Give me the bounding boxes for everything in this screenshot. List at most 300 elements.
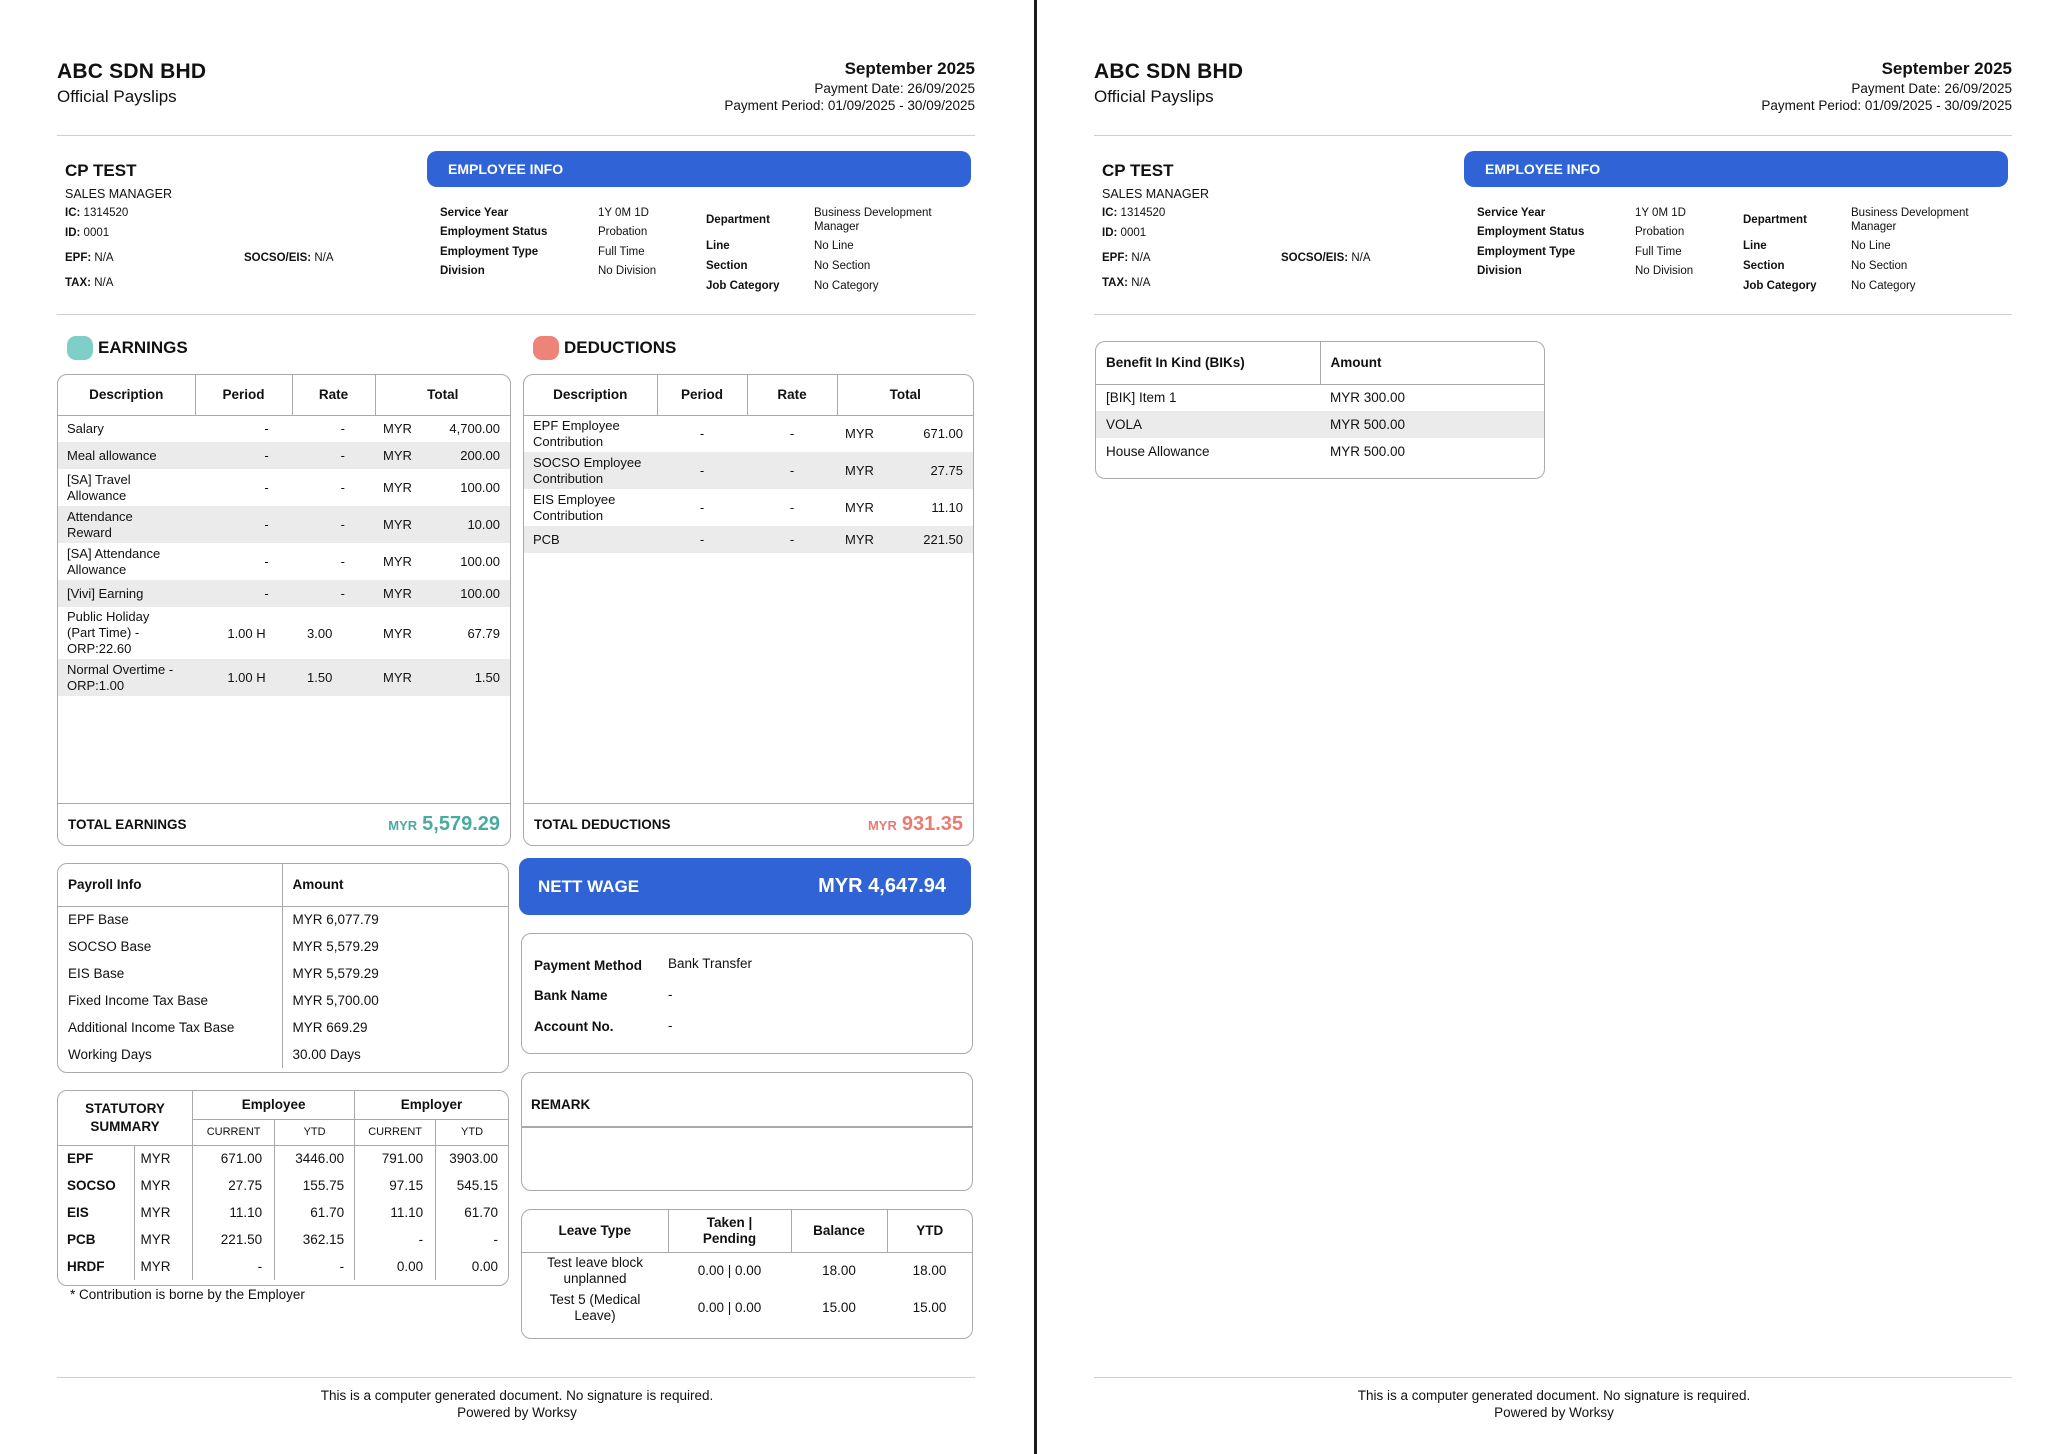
tax-label: TAX: (65, 277, 91, 289)
earnings-period: - (264, 421, 269, 437)
earnings-color-dot (67, 336, 93, 360)
employee-ytd-header: YTD (275, 1119, 355, 1145)
employee-socso-p2 (1281, 252, 1370, 264)
department-label: Department (706, 214, 770, 226)
deductions-description-line-1: PCB (533, 531, 560, 547)
employer-ytd-value: 545.15 (456, 1178, 498, 1193)
leave-col-type: Leave Type (522, 1210, 668, 1252)
footer-divider (57, 1377, 975, 1378)
earnings-total-bar (58, 803, 510, 845)
earnings-amount: 100.00 (460, 554, 500, 569)
payment-method-label: Payment Method (534, 958, 643, 973)
payroll-info-value: MYR 5,700.00 (292, 993, 379, 1008)
ic-label: IC: (65, 207, 81, 219)
employee-name: CP TEST (65, 161, 137, 180)
info-divider-p2 (1094, 314, 2012, 315)
statutory-title-line-1: STATUTORY (85, 1100, 165, 1116)
payroll-info-value: MYR 5,579.29 (292, 939, 379, 954)
deductions-rate: - (789, 500, 795, 515)
deductions-table-box (523, 374, 974, 846)
payment-period: Payment Period: 01/09/2025 - 30/09/2025 (724, 98, 975, 113)
earnings-row (58, 659, 510, 696)
employee-epf-p2 (1102, 252, 1151, 264)
statutory-name: PCB (58, 1226, 134, 1253)
epf-value-p2: N/A (1131, 252, 1151, 264)
earnings-rate: - (340, 421, 345, 437)
earnings-amount: 100.00 (460, 480, 500, 495)
earnings-rate: - (340, 554, 345, 569)
leave-ytd: 18.00 (912, 1262, 947, 1278)
leave-type (522, 1252, 668, 1289)
statutory-title (58, 1091, 193, 1145)
employer-current-value: 11.10 (355, 1199, 436, 1226)
employment-type-label-p2: Employment Type (1477, 246, 1576, 258)
company-name-p2: ABC SDN BHD (1094, 60, 1244, 83)
earnings-currency: MYR (383, 670, 412, 685)
socso-label-p2: SOCSO/EIS: (1281, 252, 1349, 264)
earnings-row (58, 442, 510, 469)
employee-name-p2: CP TEST (1102, 161, 1174, 180)
deductions-description (524, 415, 657, 452)
employment-status-label-p2: Employment Status (1477, 226, 1585, 238)
deductions-description (524, 452, 657, 489)
earnings-amount: 10.00 (467, 517, 500, 532)
tax-label-p2: TAX: (1102, 277, 1128, 289)
leave-taken-pending: 0.00 | 0.00 (697, 1299, 762, 1315)
header-right-p2 (1761, 59, 2012, 113)
earnings-description (58, 469, 195, 506)
payroll-info-value: MYR 669.29 (292, 1020, 368, 1035)
payroll-info-row (58, 1014, 508, 1041)
service-year-value: 1Y 0M 1D (598, 207, 649, 219)
payroll-info-label: EIS Base (58, 960, 282, 987)
ic-value: 1314520 (83, 207, 129, 219)
employer-ytd-value: 0.00 (471, 1259, 498, 1274)
job-category-value-p2: No Category (1851, 280, 1916, 292)
socso-label: SOCSO/EIS: (244, 252, 312, 264)
employer-current-header: CURRENT (355, 1119, 436, 1145)
employment-status-label: Employment Status (440, 226, 548, 238)
earnings-description-line-1: [SA] Travel (67, 471, 131, 487)
earnings-col-total: Total (375, 375, 510, 415)
payslip-month-p2: September 2025 (1881, 59, 2012, 78)
line-label: Line (706, 240, 730, 252)
earnings-col-period: Period (195, 375, 292, 415)
deductions-total (837, 526, 973, 553)
payroll-info-value: MYR 6,077.79 (292, 912, 379, 928)
deductions-amount: 11.10 (931, 500, 963, 515)
payment-method-value: Bank Transfer (668, 956, 753, 971)
deductions-currency: MYR (845, 532, 874, 547)
deductions-rate: - (747, 526, 837, 553)
statutory-currency: MYR (134, 1172, 193, 1199)
deductions-row (524, 415, 973, 452)
bik-value: MYR 500.00 (1330, 444, 1406, 459)
payment-date: Payment Date: 26/09/2025 (814, 81, 975, 96)
earnings-amount: 4,700.00 (449, 421, 500, 437)
employee-current-value: 11.10 (193, 1199, 275, 1226)
department-line-1-p2: Business Development (1851, 207, 1969, 219)
bik-box (1095, 341, 1545, 479)
earnings-rate: - (292, 580, 375, 607)
employment-type-value-p2: Full Time (1635, 246, 1682, 258)
department-line-2: Manager (814, 221, 860, 233)
total-earnings-currency: MYR (388, 818, 418, 833)
employer-current-value: 97.15 (355, 1172, 436, 1199)
earnings-description-line-1: Normal Overtime - (67, 661, 174, 677)
earnings-heading (67, 336, 188, 360)
leave-col-ytd: YTD (887, 1210, 972, 1252)
employee-position: SALES MANAGER (65, 187, 172, 201)
bik-value: MYR 300.00 (1330, 390, 1406, 406)
earnings-rate: - (292, 506, 375, 543)
deductions-total (837, 489, 973, 526)
company-name: ABC SDN BHD (57, 60, 207, 83)
bik-label: House Allowance (1106, 444, 1210, 459)
ic-label-p2: IC: (1102, 207, 1118, 219)
earnings-description-line-2: ORP:1.00 (67, 677, 125, 693)
deductions-total (837, 415, 973, 452)
deductions-total (837, 452, 973, 489)
statutory-currency: MYR (134, 1226, 193, 1253)
deductions-col-description: Description (524, 375, 657, 415)
deductions-currency: MYR (845, 463, 874, 478)
earnings-description (58, 415, 195, 442)
bank-name-value: - (668, 987, 673, 1002)
job-category-value: No Category (814, 280, 879, 292)
deductions-total-bar (524, 803, 973, 845)
leave-table (522, 1210, 972, 1326)
statutory-name: SOCSO (58, 1172, 134, 1199)
leave-balance: 18.00 (822, 1262, 856, 1278)
employee-current-header: CURRENT (193, 1119, 275, 1145)
payslip-page-2 (1037, 0, 2060, 1454)
deductions-col-period: Period (657, 375, 747, 415)
section-value-p2: No Section (1851, 260, 1908, 272)
header-left-p2 (1094, 60, 1243, 107)
payroll-info-label: Additional Income Tax Base (58, 1014, 282, 1041)
footer-line-1: This is a computer generated document. No signature is required. (320, 1388, 714, 1403)
earnings-col-rate: Rate (292, 375, 375, 415)
payroll-info-row (58, 906, 508, 933)
employee-ytd-value: 3446.00 (275, 1145, 355, 1172)
payroll-info-label: SOCSO Base (58, 933, 282, 960)
earnings-table-box (57, 374, 511, 846)
earnings-currency: MYR (383, 625, 412, 641)
header-divider-p2 (1094, 135, 2012, 136)
deductions-currency: MYR (845, 500, 874, 515)
leave-box (521, 1209, 973, 1339)
deductions-description-line-2: Contribution (533, 507, 604, 523)
earnings-description-line-1: Attendance (67, 508, 133, 524)
statutory-currency: MYR (134, 1199, 193, 1226)
payroll-info-label: Working Days (58, 1041, 282, 1068)
earnings-description-line-3: ORP:22.60 (67, 641, 132, 656)
bik-table (1096, 342, 1544, 465)
section-label-p2: Section (1743, 260, 1785, 272)
deductions-description (524, 526, 657, 553)
remark-box (521, 1072, 973, 1191)
statutory-summary-box (57, 1090, 509, 1286)
leave-ytd: 15.00 (912, 1299, 947, 1315)
earnings-period: - (195, 442, 292, 469)
leave-row (522, 1289, 972, 1326)
deductions-heading (533, 336, 676, 360)
bik-label: VOLA (1106, 417, 1143, 432)
leave-taken-pending: 0.00 | 0.00 (697, 1262, 762, 1278)
account-no-value: - (668, 1018, 673, 1033)
leave-type-line-2: unplanned (563, 1270, 627, 1286)
earnings-total (375, 607, 510, 659)
nett-wage-label: NETT WAGE (538, 876, 640, 896)
payroll-info-row (58, 933, 508, 960)
statutory-name: EIS (58, 1199, 134, 1226)
employee-current-value: 27.75 (193, 1172, 275, 1199)
statutory-table (58, 1091, 508, 1280)
department-line-2-p2: Manager (1851, 221, 1897, 233)
total-deductions-label: TOTAL DEDUCTIONS (534, 817, 671, 832)
footer (0, 1387, 1034, 1421)
payroll-info-value: MYR 5,579.29 (292, 966, 379, 981)
employee-ytd-value: 362.15 (275, 1226, 355, 1253)
earnings-description-line-1: Meal allowance (67, 447, 157, 463)
bik-col-label: Benefit In Kind (BIKs) (1096, 342, 1320, 384)
payment-date-p2: Payment Date: 26/09/2025 (1851, 81, 2012, 96)
id-label: ID: (65, 227, 81, 239)
employer-ytd-value: 61.70 (464, 1205, 498, 1220)
statutory-employee-header: Employee (193, 1091, 355, 1119)
footer-divider-p2 (1094, 1377, 2012, 1378)
epf-label-p2: EPF: (1102, 252, 1129, 264)
deductions-row (524, 489, 973, 526)
nett-wage-banner (519, 858, 971, 915)
socso-value: N/A (314, 252, 334, 264)
earnings-rate: - (340, 480, 345, 495)
info-divider (57, 314, 975, 315)
statutory-row (58, 1145, 508, 1172)
department-label-p2: Department (1743, 214, 1807, 226)
remark-divider (522, 1126, 972, 1128)
earnings-description-line-1: Public Holiday (67, 609, 150, 624)
deductions-amount: 27.75 (930, 463, 963, 478)
bik-value: MYR 500.00 (1330, 417, 1406, 432)
leave-col-taken-line-1: Taken | (706, 1214, 753, 1230)
leave-type (522, 1289, 668, 1326)
leave-balance: 15.00 (822, 1299, 856, 1315)
leave-col-taken-line-2: Pending (702, 1230, 757, 1246)
earnings-description-line-1: [SA] Attendance (67, 545, 161, 561)
earnings-total (375, 415, 510, 442)
statutory-row (58, 1199, 508, 1226)
earnings-period: 1.00 H (227, 625, 266, 641)
earnings-description-line-1: [Vivi] Earning (67, 585, 144, 601)
department-line-1: Business Development (814, 207, 932, 219)
deductions-description-line-2: Contribution (533, 433, 604, 449)
deductions-col-total: Total (837, 375, 973, 415)
statutory-employer-header: Employer (355, 1091, 508, 1119)
deductions-period: - (699, 500, 705, 515)
earnings-col-description: Description (58, 375, 195, 415)
section-label: Section (706, 260, 748, 272)
employee-tax-p2 (1102, 277, 1150, 289)
deductions-period: - (657, 526, 747, 553)
department-value-p2 (1851, 206, 1969, 234)
deductions-period: - (657, 452, 747, 489)
earnings-row (58, 415, 510, 442)
deductions-description-line-1: EPF Employee (533, 417, 620, 433)
line-value-p2: No Line (1851, 240, 1891, 252)
deductions-row (524, 452, 973, 489)
earnings-description-line-2: Reward (67, 524, 112, 540)
total-deductions-value: 931.35 (901, 813, 963, 835)
earnings-description-line-1: Salary (67, 420, 104, 436)
tax-value-p2: N/A (1131, 277, 1151, 289)
deductions-amount: 221.50 (923, 532, 963, 547)
earnings-total (375, 543, 510, 580)
section-value: No Section (814, 260, 871, 272)
earnings-amount: 67.79 (467, 625, 500, 641)
payment-method-box (521, 933, 973, 1054)
statutory-note: * Contribution is borne by the Employer (70, 1287, 305, 1302)
service-year-label: Service Year (440, 207, 509, 219)
epf-label: EPF: (65, 252, 92, 264)
statutory-currency: MYR (134, 1253, 193, 1280)
bik-label: [BIK] Item 1 (1106, 390, 1177, 406)
statutory-name: EPF (58, 1145, 134, 1172)
earnings-period: 1.00 H (195, 659, 292, 696)
service-year-value-p2: 1Y 0M 1D (1635, 207, 1686, 219)
employment-type-value: Full Time (598, 246, 645, 258)
employee-ytd-value: 155.75 (275, 1172, 355, 1199)
employment-status-value: Probation (598, 226, 648, 238)
deductions-description (524, 489, 657, 526)
statutory-row (58, 1172, 508, 1199)
earnings-title: EARNINGS (98, 338, 188, 357)
payroll-info-col-label: Payroll Info (58, 864, 282, 906)
deductions-row (524, 526, 973, 553)
department-value (814, 206, 932, 234)
employee-ic (65, 207, 128, 219)
earnings-period: - (264, 554, 269, 569)
employee-info-banner-p2: EMPLOYEE INFO (1464, 151, 2008, 187)
deductions-amount: 671.00 (923, 426, 963, 442)
total-earnings-amount (388, 813, 500, 836)
earnings-amount: 200.00 (460, 448, 500, 463)
earnings-row (58, 469, 510, 506)
earnings-rate: 3.00 (307, 625, 333, 641)
header-right (724, 59, 975, 113)
earnings-currency: MYR (383, 480, 412, 495)
payroll-info-box (57, 863, 509, 1073)
employee-current-value: 221.50 (193, 1226, 275, 1253)
remark-title: REMARK (531, 1097, 591, 1112)
footer-line-2-p2: Powered by Worksy (1494, 1405, 1614, 1420)
leave-type-line-1: Test 5 (Medical (549, 1291, 641, 1307)
employee-tax (65, 277, 113, 289)
earnings-total (375, 506, 510, 543)
socso-value-p2: N/A (1351, 252, 1371, 264)
bik-row (1096, 411, 1544, 438)
statutory-currency: MYR (134, 1145, 193, 1172)
payroll-info-row (58, 1041, 508, 1068)
payroll-info-row (58, 987, 508, 1014)
tax-value: N/A (94, 277, 114, 289)
leave-row (522, 1252, 972, 1289)
line-label-p2: Line (1743, 240, 1767, 252)
deductions-period: - (699, 426, 705, 442)
deductions-table (524, 375, 973, 553)
earnings-row (58, 543, 510, 580)
line-value: No Line (814, 240, 854, 252)
footer-p2 (1037, 1387, 2060, 1421)
employee-current-value: 671.00 (193, 1145, 275, 1172)
job-category-label-p2: Job Category (1743, 280, 1817, 292)
earnings-total (375, 580, 510, 607)
earnings-table (58, 375, 510, 696)
id-value: 0001 (83, 227, 110, 239)
earnings-currency: MYR (383, 554, 412, 569)
document-title-p2: Official Payslips (1094, 87, 1214, 106)
earnings-row (58, 506, 510, 543)
earnings-total (375, 442, 510, 469)
leave-col-balance: Balance (791, 1210, 887, 1252)
header-divider (57, 135, 975, 136)
deductions-description-line-2: Contribution (533, 470, 604, 486)
leave-col-taken (668, 1210, 791, 1252)
earnings-currency: MYR (383, 517, 412, 532)
employee-ic-p2 (1102, 207, 1165, 219)
employee-info-banner: EMPLOYEE INFO (427, 151, 971, 187)
earnings-row (58, 607, 510, 659)
ic-value-p2: 1314520 (1120, 207, 1166, 219)
payroll-info-label: Fixed Income Tax Base (58, 987, 282, 1014)
deductions-title: DEDUCTIONS (564, 338, 677, 357)
employer-ytd-header: YTD (436, 1119, 508, 1145)
deductions-description-line-1: EIS Employee (533, 491, 616, 507)
statutory-row (58, 1253, 508, 1280)
deductions-description-line-1: SOCSO Employee (533, 454, 642, 470)
earnings-description (58, 607, 195, 659)
deductions-col-rate: Rate (747, 375, 837, 415)
total-deductions-amount (868, 813, 963, 836)
payroll-info-col-amount: Amount (282, 864, 508, 906)
earnings-total (375, 469, 510, 506)
employer-current-value: 0.00 (355, 1253, 436, 1280)
statutory-row (58, 1226, 508, 1253)
employee-socso (244, 252, 333, 264)
earnings-period: - (195, 580, 292, 607)
earnings-description (58, 506, 195, 543)
total-deductions-currency: MYR (867, 818, 897, 833)
bik-row (1096, 384, 1544, 411)
bik-row (1096, 438, 1544, 465)
deductions-color-dot (533, 336, 559, 360)
leave-type-line-1: Test leave block (546, 1254, 644, 1270)
leave-type-line-2: Leave) (574, 1307, 616, 1323)
employer-current-value: 791.00 (355, 1145, 436, 1172)
earnings-currency: MYR (383, 586, 412, 601)
account-no-label: Account No. (534, 1019, 614, 1034)
payment-period-p2: Payment Period: 01/09/2025 - 30/09/2025 (1761, 98, 2012, 113)
employee-ytd-value: - (275, 1253, 355, 1280)
division-label: Division (440, 265, 485, 277)
earnings-period: - (264, 480, 269, 495)
earnings-currency: MYR (383, 448, 412, 463)
statutory-name: HRDF (58, 1253, 134, 1280)
earnings-description-line-2: Allowance (67, 487, 127, 503)
document-title: Official Payslips (57, 87, 177, 106)
employee-current-value: - (193, 1253, 275, 1280)
